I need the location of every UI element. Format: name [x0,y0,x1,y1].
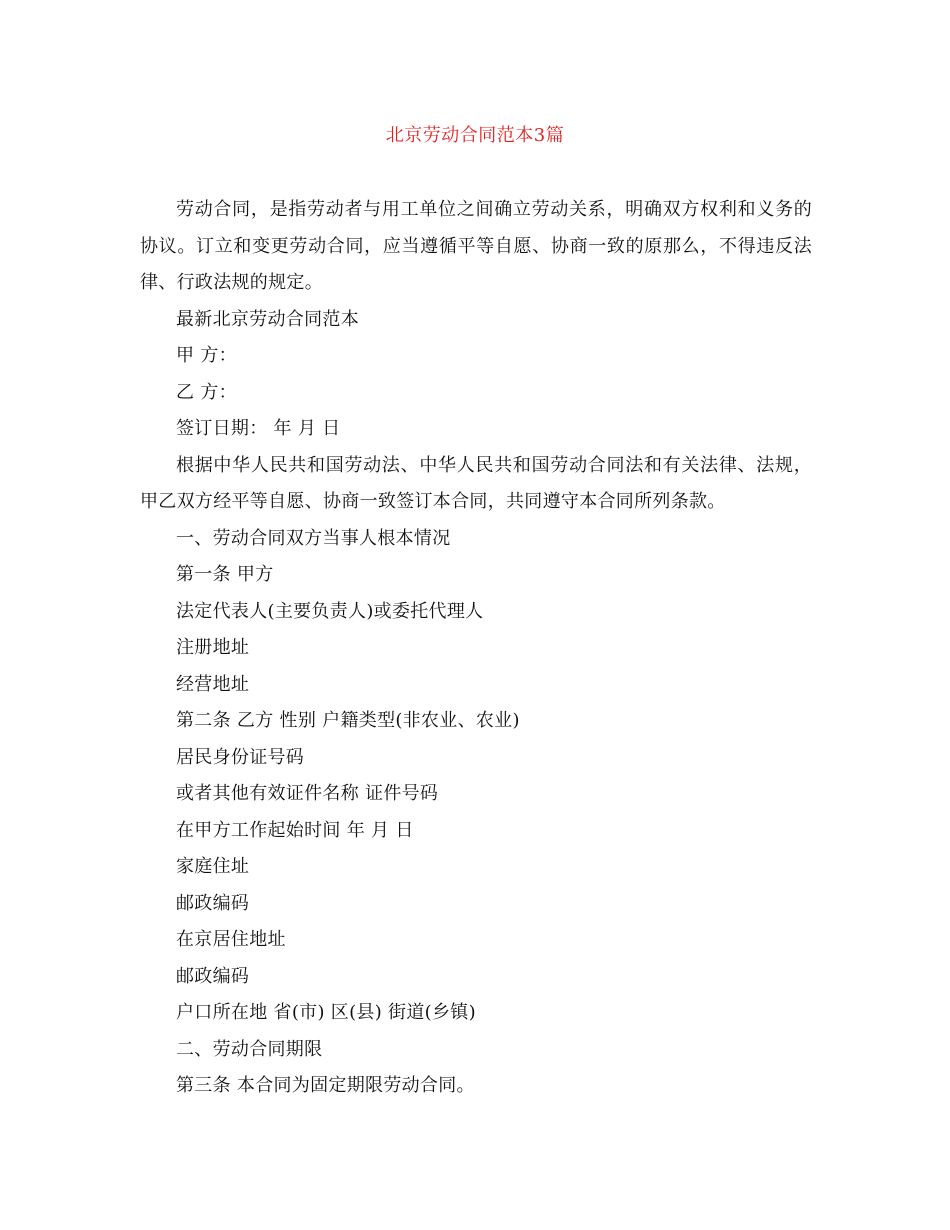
clause-line: 注册地址 [176,637,250,658]
clause-line: 经营地址 [176,673,250,695]
clause-line: 在京居住地址 [176,929,286,950]
clause-line: 户口所在地 省(市) 区(县) 街道(乡镇) [176,1002,476,1023]
clause-line: 二、劳动合同期限 [176,1038,323,1060]
clause-line: 家庭住址 [176,856,250,877]
document-body [140,192,812,1105]
clause-line: 一、劳动合同双方当事人根本情况 [176,527,451,549]
clause-line: 在甲方工作起始时间 年 月 日 [176,819,414,841]
clause-line: 或者其他有效证件名称 证件号码 [176,783,439,804]
clause-line: 第二条 乙方 性别 户籍类型(非农业、农业) [176,710,520,731]
sign-date-line: 签订日期： 年 月 日 [176,418,341,439]
clause-line: 第一条 甲方 [176,564,274,585]
document-title: 北京劳动合同范本3篇 [385,125,565,146]
party-b-line: 乙 方： [176,381,237,403]
clause-line: 法定代表人(主要负责人)或委托代理人 [176,600,484,622]
clause-line: 第三条 本合同为固定期限劳动合同。 [176,1075,475,1096]
clause-line: 居民身份证号码 [176,746,305,768]
intro-paragraph: 劳动合同，是指劳动者与用工单位之间确立劳动关系，明确双方权利和义务的协议。订立和变更劳动合同，应当遵循平等自愿、协商一致的原那么，不得违反法律、行政法规的规定。 [140,199,812,293]
clause-line: 邮政编码 [176,892,250,914]
clause-line: 邮政编码 [176,965,250,987]
basis-paragraph: 根据中华人民共和国劳动法、中华人民共和国劳动合同法和有关法律、法规，甲乙双方经平等自愿、协商一致签订本合同，共同遵守本合同所列条款。 [140,454,812,512]
party-a-line: 甲 方： [176,345,237,366]
text-line: 最新北京劳动合同范本 [176,308,359,330]
